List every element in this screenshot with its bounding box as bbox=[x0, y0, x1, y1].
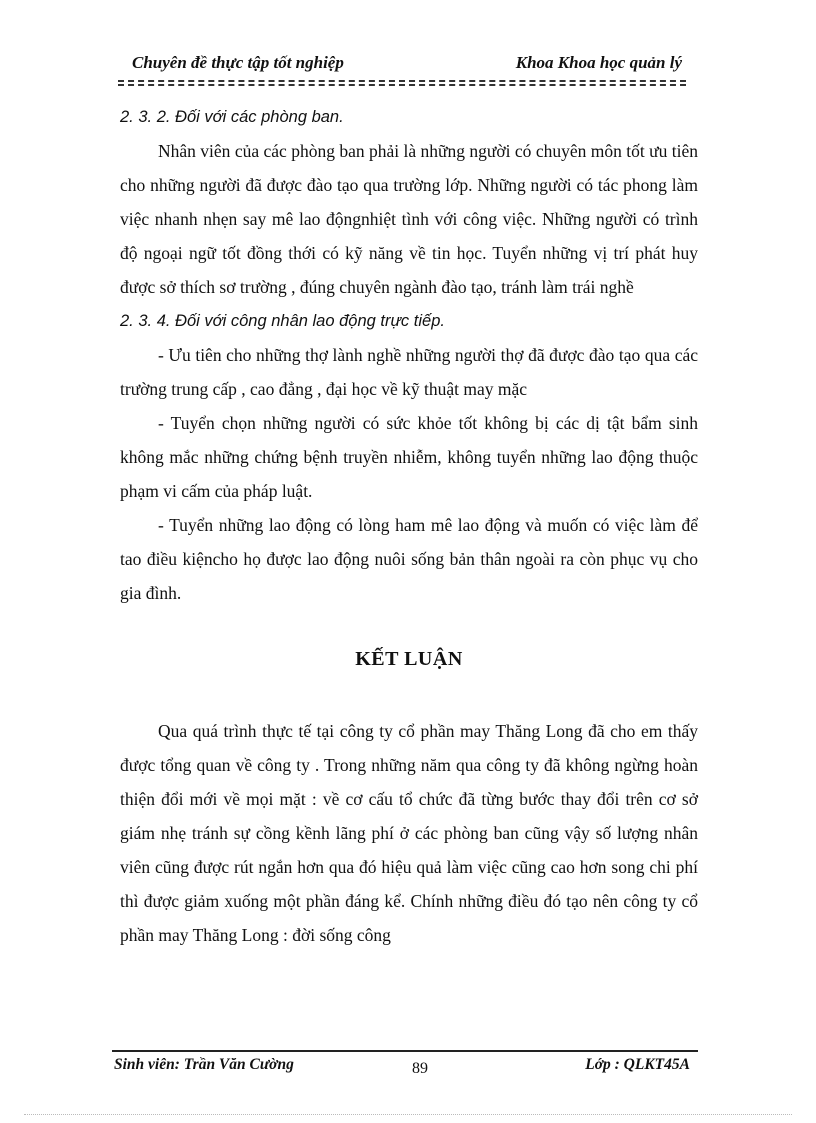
page-footer bbox=[112, 1054, 698, 1084]
list-item: - Tuyển những lao động có lòng ham mê lao động và muốn có việc làm để tao điều kiệncho họ được lao động nuôi sống bản thân ngoài ra còn phục vụ cho gia đình. bbox=[120, 515, 698, 603]
bottom-dotted-border bbox=[24, 1114, 792, 1115]
section-heading-2-3-4: 2. 3. 4. Đối với công nhân lao động trực tiếp. bbox=[120, 312, 445, 330]
page-header bbox=[118, 50, 686, 78]
page-number: 89 bbox=[412, 1060, 428, 1077]
header-report-title: Chuyên đề thực tập tốt nghiệp bbox=[132, 53, 344, 72]
header-divider bbox=[118, 80, 686, 86]
list-item: - Ưu tiên cho những thợ lành nghề những người thợ đã được đào tạo qua các trường trung cấp , cao đẳng , đại học về kỹ thuật may mặc bbox=[120, 345, 698, 399]
section-paragraph-2-3-2: Nhân viên của các phòng ban phải là những người có chuyên môn tốt ưu tiên cho những người đã được đào tạo qua trường lớp. Những người có tác phong làm việc nhanh nhẹn say mê lao độngnhiệt tình với công việc. Những người có trình độ ngoại ngữ tốt đồng thới có kỹ năng về tin học. Tuyển những vị trí phát huy được sở thích sơ trường , đúng chuyên ngành đào tạo, tránh làm trái nghề bbox=[120, 141, 698, 297]
footer-class: Lớp : QLKT45A bbox=[585, 1056, 690, 1073]
conclusion-paragraph: Qua quá trình thực tế tại công ty cổ phần may Thăng Long đã cho em thấy được tổng quan về công ty . Trong những năm qua công ty đã không ngừng hoàn thiện đổi mới về mọi mặt : về cơ cấu tổ chức đã từng bước thay đổi trên cơ sở giám nhẹ tránh sự cồng kềnh lãng phí ở các phòng ban cũng vậy số lượng nhân viên cũng được rút ngắn hơn qua đó hiệu quả làm việc cũng cao hơn song chi phí thì được giảm xuống một phần đáng kể. Chính những điều đó tạo nên công ty cổ phần may Thăng Long : đời sống công bbox=[120, 721, 698, 945]
header-faculty: Khoa Khoa học quản lý bbox=[515, 53, 682, 72]
page-body bbox=[120, 100, 698, 952]
conclusion-title: KẾT LUẬN bbox=[355, 648, 463, 670]
section-heading-2-3-2: 2. 3. 2. Đối với các phòng ban. bbox=[120, 108, 344, 126]
footer-divider bbox=[112, 1050, 698, 1052]
footer-student-name: Sinh viên: Trần Văn Cường bbox=[114, 1056, 294, 1073]
list-item: - Tuyển chọn những người có sức khỏe tốt không bị các dị tật bẩm sinh không mắc những chứng bệnh truyền nhiễm, không tuyển những lao động thuộc phạm vi cấm của pháp luật. bbox=[120, 413, 698, 501]
